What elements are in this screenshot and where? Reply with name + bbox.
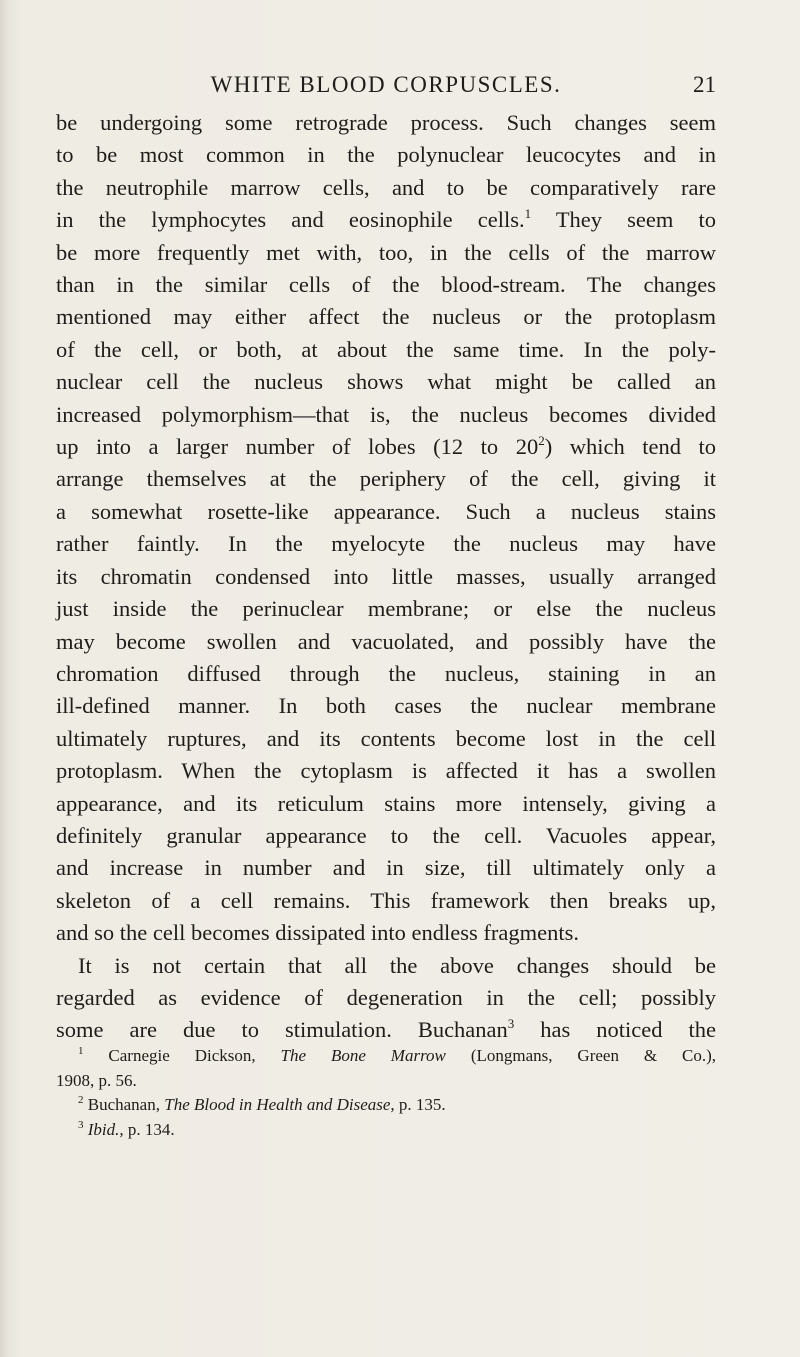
footnote-rest: p. 135. <box>398 1095 446 1114</box>
text-line: regarded as evidence of degeneration in the cell; possibly <box>56 984 716 1010</box>
text-line: be more frequently met with, too, in the cells of the marrow <box>56 239 716 265</box>
text-line <box>56 431 716 463</box>
text-line <box>56 1014 716 1046</box>
text-line: nuclear cell the nucleus shows what might be called an <box>56 369 716 395</box>
footnote-mark: 1 <box>78 1045 84 1057</box>
text-line: its chromatin condensed into little masses, usually arranged <box>56 563 716 589</box>
page-number: 21 <box>693 72 716 97</box>
text-line: appearance, and its reticulum stains more intensely, giving a <box>56 790 716 816</box>
footnote-1-continued: 1908, p. 56. <box>56 1070 137 1090</box>
text-line-part: ) which tend to <box>544 434 716 460</box>
text-line <box>56 204 716 236</box>
footnote-rest: p. 134. <box>127 1119 175 1139</box>
footnote-mark: 2 <box>78 1094 84 1106</box>
text-line: skeleton of a cell remains. This framework then breaks up, <box>56 887 716 913</box>
footnotes <box>56 1044 716 1142</box>
footnote-title: The Bone Marrow <box>280 1046 446 1065</box>
text-line: and so the cell becomes dissipated into endless fragments. <box>56 920 579 946</box>
text-line: and increase in number and in size, till ultimately only a <box>56 855 716 881</box>
text-line-part: some are due to stimulation. Buchanan <box>56 1017 508 1043</box>
text-line: rather faintly. In the myelocyte the nucleus may have <box>56 531 716 557</box>
text-line-part: has noticed the <box>540 1017 716 1043</box>
text-line: the neutrophile marrow cells, and to be comparatively rare <box>56 174 716 200</box>
footnote-ref-2: 2 <box>538 433 545 449</box>
text-line: It is not certain that all the above changes should be <box>78 952 716 978</box>
footnote-mark: 3 <box>78 1118 84 1131</box>
footnote-3 <box>56 1118 716 1143</box>
text-line-part: up into a larger number of lobes (12 to 20 <box>56 434 539 460</box>
text-line: a somewhat rosette-like appearance. Such a nucleus stains <box>56 498 716 524</box>
footnote-ref-1: 1 <box>524 206 532 222</box>
footnote-1 <box>56 1044 716 1069</box>
text-line: may become swollen and vacuolated, and possibly have the <box>56 628 716 654</box>
footnote-rest: (Longmans, Green & Co.), <box>470 1046 717 1065</box>
text-line: mentioned may either affect the nucleus or the protoplasm <box>56 304 716 330</box>
text-line: be undergoing some retrograde process. Such changes seem <box>56 110 716 135</box>
text-line: than in the similar cells of the blood-stream. The changes <box>56 272 716 298</box>
text-line: increased polymorphism—that is, the nucleus becomes divided <box>56 401 716 427</box>
body-text <box>56 107 716 1047</box>
running-head <box>56 72 716 106</box>
text-line: ultimately ruptures, and its contents become lost in the cell <box>56 725 716 751</box>
footnote-2 <box>56 1093 716 1118</box>
running-head-title: WHITE BLOOD CORPUSCLES. <box>210 72 562 97</box>
footnote-title: Ibid., <box>87 1119 124 1139</box>
text-line: chromation diffused through the nucleus, staining in an <box>56 660 716 686</box>
text-line: just inside the perinuclear membrane; or else the nucleus <box>56 596 716 622</box>
text-line: of the cell, or both, at about the same time. In the poly- <box>56 336 716 362</box>
text-line-part: in the lymphocytes and eosinophile cells. <box>56 207 525 233</box>
footnote-title: The Blood in Health and Disease, <box>164 1095 395 1114</box>
footnote-author: Buchanan, <box>87 1095 160 1114</box>
text-line: ill-defined manner. In both cases the nuclear membrane <box>56 693 716 719</box>
text-line: protoplasm. When the cytoplasm is affected it has a swollen <box>56 758 716 784</box>
text-line: arrange themselves at the periphery of the cell, giving it <box>56 466 716 492</box>
text-line: to be most common in the polynuclear leucocytes and in <box>56 142 716 168</box>
footnote-ref-3: 3 <box>507 1016 515 1032</box>
text-line: definitely granular appearance to the cell. Vacuoles appear, <box>56 822 716 848</box>
footnote-author: Carnegie Dickson, <box>108 1046 256 1065</box>
text-line-part: They seem to <box>555 207 716 233</box>
